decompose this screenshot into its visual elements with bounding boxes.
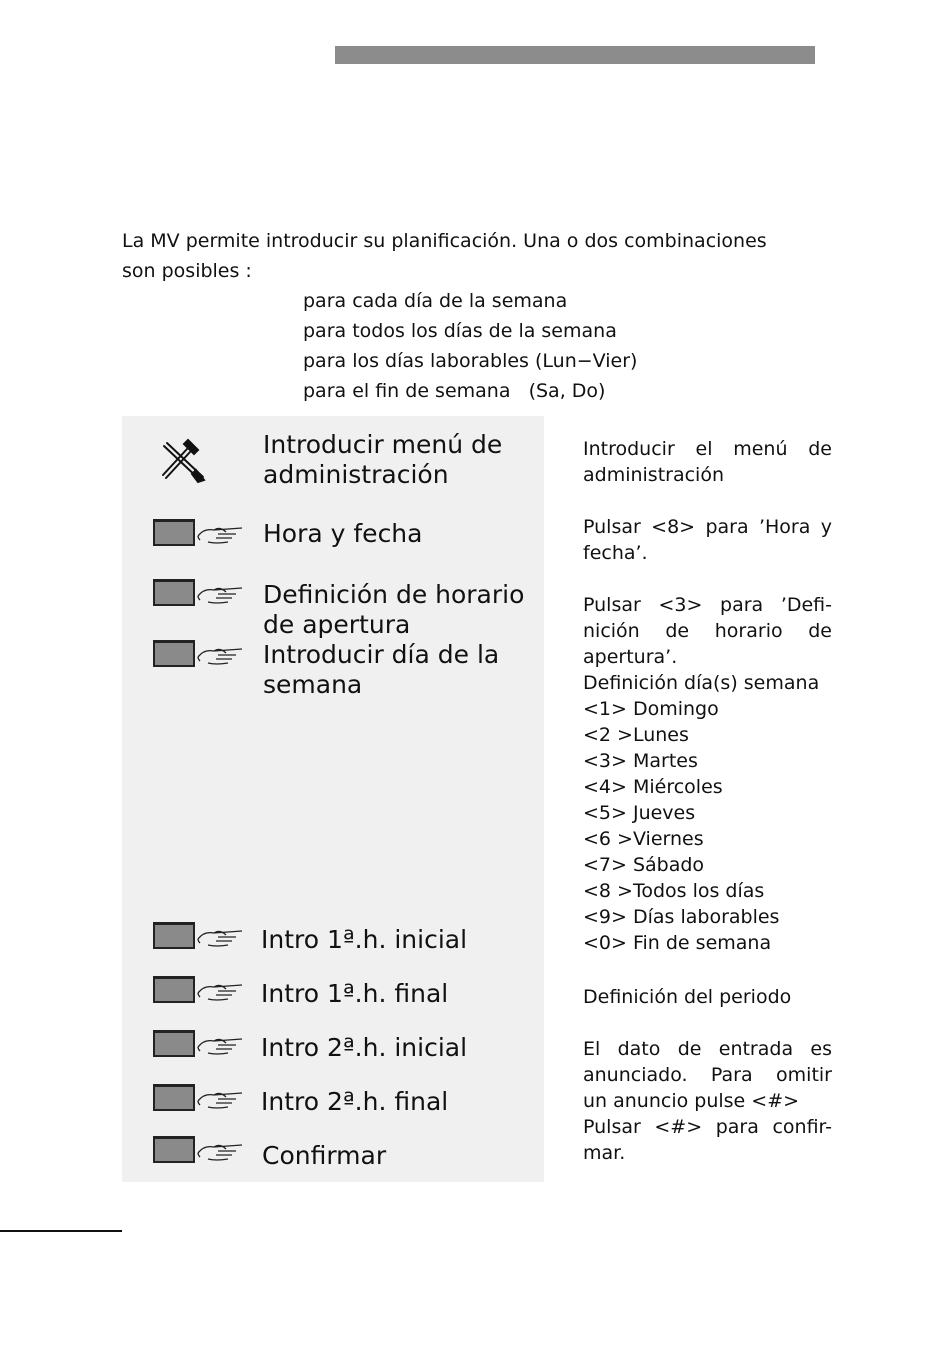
day-option: <6 >Viernes [583,828,704,850]
pointing-hand-icon [196,925,246,949]
pointing-hand-icon [196,522,246,546]
step-label-line: Definición de horario [263,580,525,609]
note-line: Pulsar <#> para confir- [583,1116,832,1138]
note-line: anunciado. Para omitir [583,1064,832,1086]
key-icon [153,1136,195,1163]
note-dias [583,670,832,956]
day-option: <1> Domingo [583,698,719,720]
step-label-line: Introducir día de la [263,640,500,669]
step-label-line: administración [263,460,449,489]
note-periodo [583,984,832,1010]
note-line: nición de horario de [583,620,832,642]
note-entrada [583,1036,832,1114]
key-icon [153,640,195,667]
note-definicion [583,592,832,670]
key-icon [153,922,195,949]
key-icon [153,579,195,606]
option-item: para el fin de semana (Sa, Do) [303,380,606,402]
key-icon [153,519,195,546]
day-option: <3> Martes [583,750,698,772]
option-item: para cada día de la semana [303,290,568,312]
note-confirmar [583,1114,832,1166]
pointing-hand-icon [196,1139,246,1163]
step-label-line: semana [263,670,363,699]
header-bar [335,46,815,64]
procedure-panel [122,416,544,1182]
note-line: Introducir el menú de [583,438,832,460]
note-line: Pulsar <8> para ’Hora y [583,516,832,538]
step-label: Intro 1ª.h. inicial [261,925,468,954]
footer-rule [0,1230,122,1232]
option-item: para todos los días de la semana [303,320,617,342]
note-line: mar. [583,1142,626,1164]
day-option: <2 >Lunes [583,724,689,746]
day-option: <0> Fin de semana [583,932,772,954]
note-line: fecha’. [583,542,648,564]
pointing-hand-icon [196,1087,246,1111]
step-label: Intro 2ª.h. inicial [261,1033,468,1062]
step-label: Intro 2ª.h. final [261,1087,449,1116]
note-line: Definición día(s) semana [583,672,820,694]
option-item: para los días laborables (Lun−Vier) [303,350,638,372]
step-label-line: Introducir menú de [263,430,503,459]
note-line: Pulsar <3> para ’Defi- [583,594,832,616]
note-hora [583,514,832,566]
key-icon [153,1084,195,1111]
note-line: administración [583,464,725,486]
pointing-hand-icon [196,643,246,667]
pointing-hand-icon [196,979,246,1003]
step-label [263,430,502,490]
note-line: un anuncio pulse <#> [583,1090,800,1112]
day-option: <7> Sábado [583,854,705,876]
day-option: <5> Jueves [583,802,696,824]
key-icon [153,976,195,1003]
tools-icon [158,436,208,484]
step-label: Confirmar [262,1141,387,1170]
intro-paragraph [122,226,812,286]
step-label: Hora y fecha [263,519,423,548]
intro-line-1: La MV permite introducir su planificación. Una o dos combinaciones [122,230,767,252]
step-label: Intro 1ª.h. final [261,979,449,1008]
step-label [263,640,499,700]
step-label-line: de apertura [263,610,411,639]
day-option: <4> Miércoles [583,776,723,798]
option-list [303,286,637,406]
day-option: <9> Días laborables [583,906,780,928]
day-option: <8 >Todos los días [583,880,765,902]
note-line: El dato de entrada es [583,1038,832,1060]
note-line: Definición del periodo [583,986,792,1008]
intro-line-2: son posibles : [122,260,252,282]
step-label [263,580,524,640]
pointing-hand-icon [196,1033,246,1057]
note-line: apertura’. [583,646,678,668]
note-admin [583,436,832,488]
pointing-hand-icon [196,582,246,606]
key-icon [153,1030,195,1057]
